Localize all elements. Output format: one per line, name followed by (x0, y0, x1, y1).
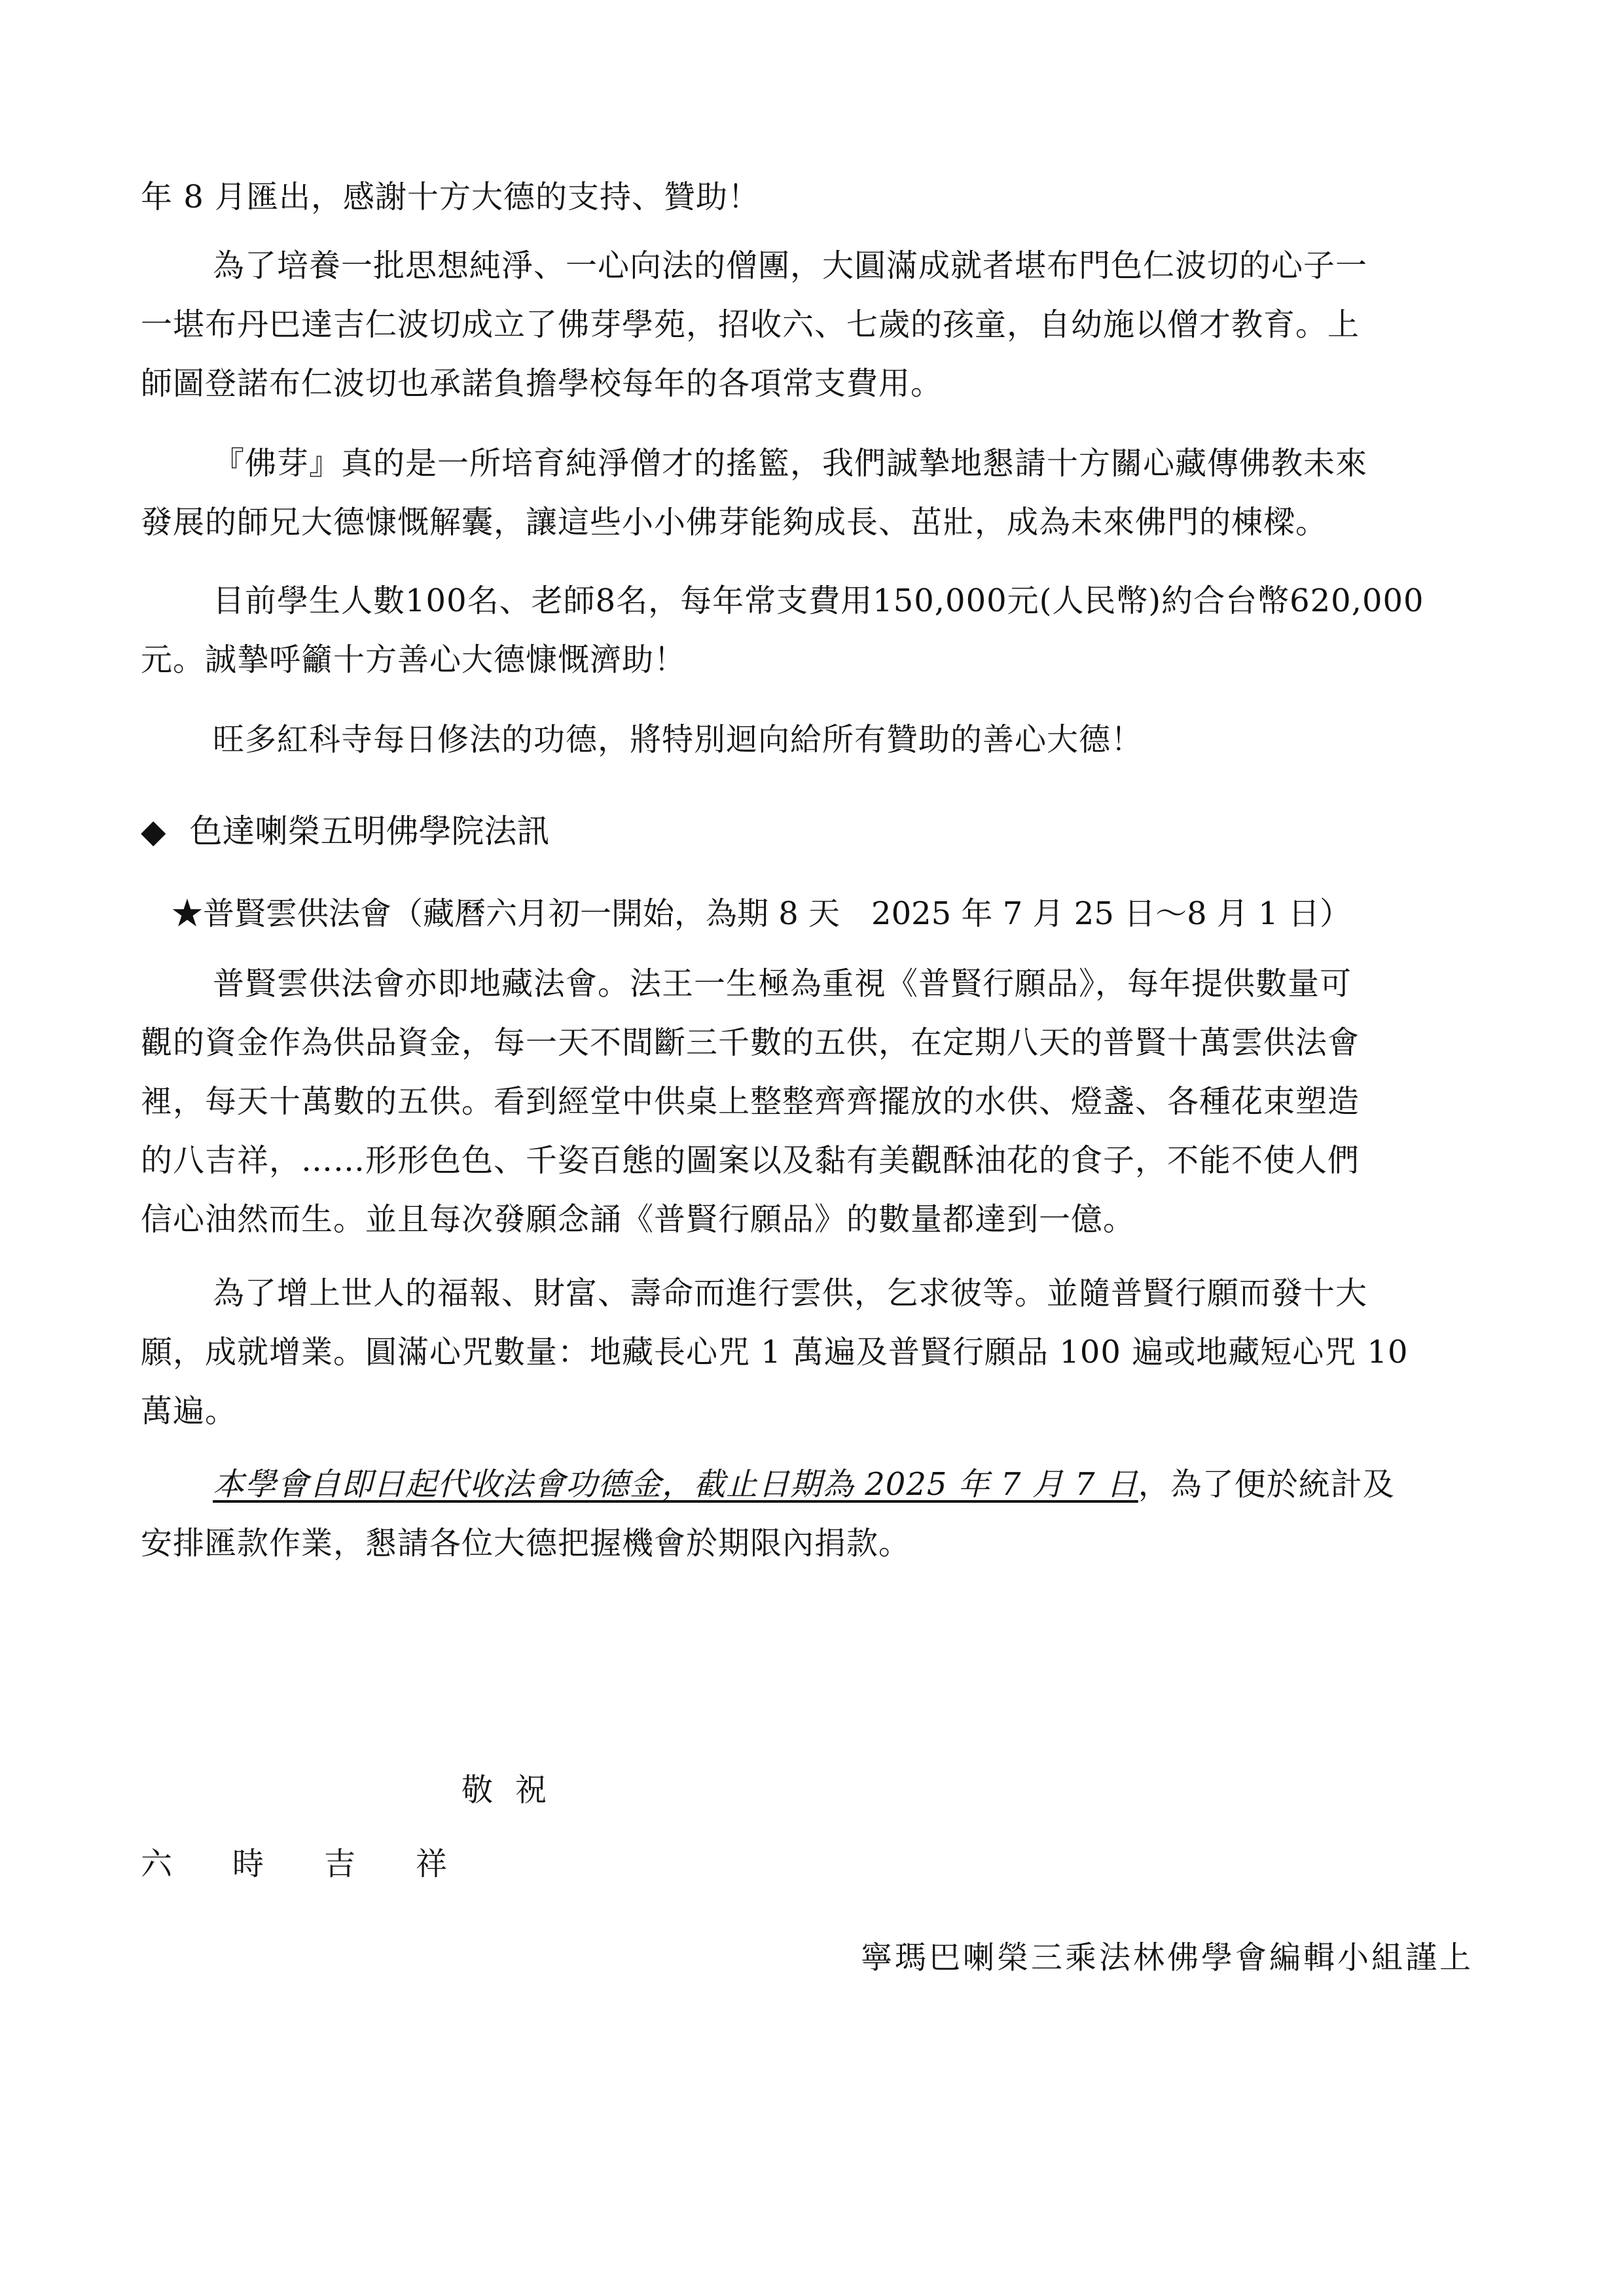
paragraph-3-line-1: 目前學生人數100名、老師8名，每年常支費用150,000元(人民幣)約合台幣620,000 (213, 583, 1424, 619)
intro-line: 年 8 月匯出，感謝十方大德的支持、贊助！ (141, 179, 761, 215)
paragraph-3-line-2: 元。誠摯呼籲十方善心大德慷慨濟助！ (141, 641, 687, 678)
paragraph-1-line-3: 師圖登諾布仁波切也承諾負擔學校每年的各項常支費用。 (141, 365, 943, 402)
diamond-bullet-icon: ◆ (141, 812, 166, 850)
paragraph-6-line-2: 願，成就增業。圓滿心咒數量：地藏長心咒 1 萬遍及普賢行願品 100 遍或地藏短心咒 10 (141, 1334, 1409, 1371)
paragraph-5-line-5: 信心油然而生。並且每次發願念誦《普賢行願品》的數量都達到一億。 (141, 1201, 1136, 1238)
paragraph-6-line-1: 為了增上世人的福報、財富、壽命而進行雲供，乞求彼等。並隨普賢行願而發十大 (213, 1275, 1368, 1312)
event-title: ★普賢雲供法會（藏曆六月初一開始，為期 8 天 2025 年 7 月 25 日～8 月 1 日） (171, 895, 1351, 932)
paragraph-7-line-1 (213, 1463, 1395, 1506)
paragraph-1-line-1: 為了培養一批思想純淨、一心向法的僧團，大圓滿成就者堪布門色仁波切的心子一 (213, 247, 1368, 284)
paragraph-7-line-1-rest: ，為了便於統計及 (1138, 1466, 1395, 1503)
closing-blessing: 六時吉祥 (141, 1846, 508, 1882)
paragraph-2-line-1: 『佛芽』真的是一所培育純淨僧才的搖籃，我們誠摯地懇請十方關心藏傳佛教未來 (213, 445, 1368, 482)
paragraph-7-line-2: 安排匯款作業，懇請各位大德把握機會於期限內捐款。 (141, 1525, 911, 1562)
paragraph-6-line-3: 萬遍。 (141, 1393, 238, 1429)
paragraph-4-line-1: 旺多紅科寺每日修法的功德，將特別迴向給所有贊助的善心大德！ (213, 721, 1144, 758)
paragraph-5-line-3: 裡，每天十萬數的五供。看到經堂中供桌上整整齊齊擺放的水供、燈盞、各種花束塑造 (141, 1083, 1360, 1120)
deadline-notice: 本學會自即日起代收法會功德金，截止日期為 2025 年 7 月 7 日 (213, 1466, 1138, 1503)
section-title: 色達喇榮五明佛學院法訊 (189, 812, 550, 850)
closing-salutation: 敬祝 (461, 1772, 569, 1808)
paragraph-5-line-1: 普賢雲供法會亦即地藏法會。法王一生極為重視《普賢行願品》，每年提供數量可 (213, 965, 1352, 1002)
paragraph-2-line-2: 發展的師兄大德慷慨解囊，讓這些小小佛芽能夠成長、茁壯，成為未來佛門的棟樑。 (141, 504, 1328, 541)
paragraph-5-line-4: 的八吉祥，……形形色色、千姿百態的圖案以及黏有美觀酥油花的食子，不能不使人們 (141, 1142, 1360, 1179)
paragraph-5-line-2: 觀的資金作為供品資金，每一天不間斷三千數的五供，在定期八天的普賢十萬雲供法會 (141, 1024, 1360, 1061)
paragraph-1-line-2: 一堪布丹巴達吉仁波切成立了佛芽學苑，招收六、七歲的孩童，自幼施以僧才教育。上 (141, 306, 1360, 343)
section-heading (141, 810, 549, 853)
signature: 寧瑪巴喇榮三乘法林佛學會編輯小組謹上 (860, 1939, 1473, 1976)
